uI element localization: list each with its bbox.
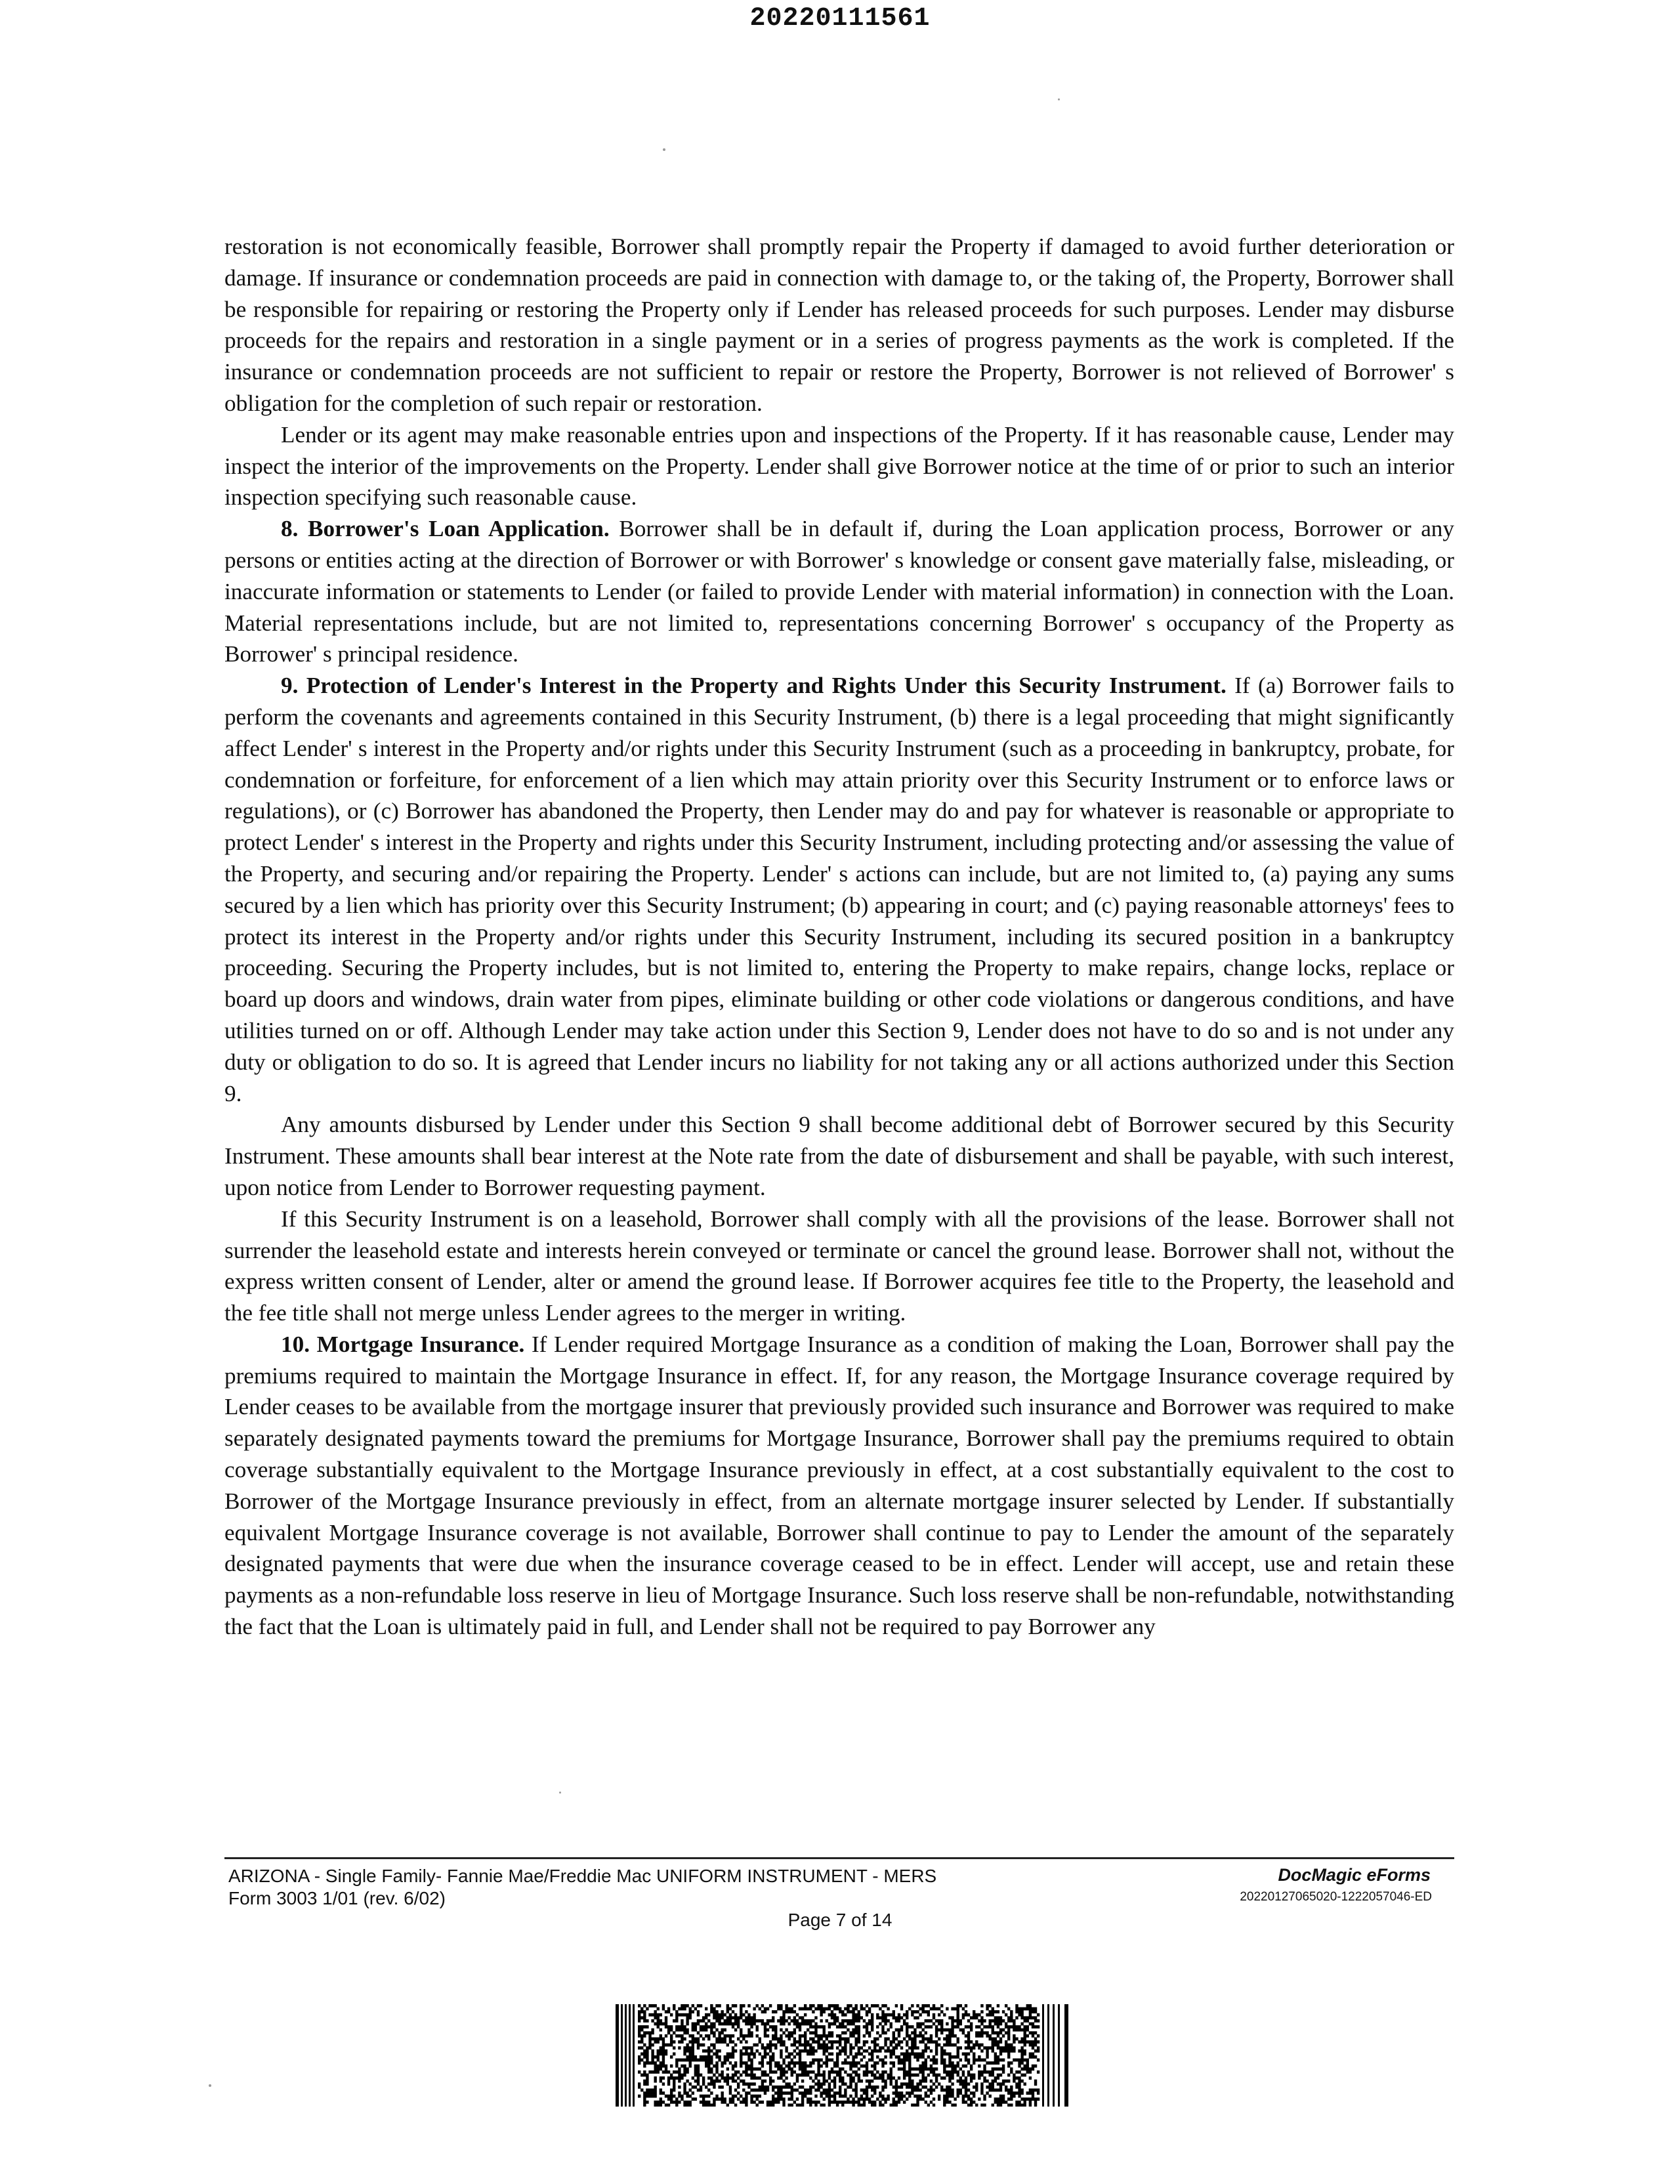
section-10-heading: 10. Mortgage Insurance. bbox=[281, 1331, 525, 1357]
section-9-heading: 9. Protection of Lender's Interest in the Property and Rights Under this Security Instrument. bbox=[281, 673, 1227, 699]
form-number: Form 3003 1/01 (rev. 6/02) bbox=[228, 1888, 446, 1908]
section-9 bbox=[224, 670, 1454, 1109]
paragraph-leasehold: If this Security Instrument is on a leasehold, Borrower shall comply with all the provisions of the lease. Borrower shall not surrender the leasehold estate and interests herein conveyed or terminate or cancel the ground lease. Borrower shall not, without the express written consent of Lender, alter or amend the ground lease. If Borrower acquires fee title to the Property, the leasehold and the fee title shall not merge unless Lender agrees to the merger in writing. bbox=[224, 1206, 1454, 1326]
paragraph-amounts-disbursed: Any amounts disbursed by Lender under this Section 9 shall become additional debt of Borrower secured by this Security Instrument. These amounts shall bear interest at the Note rate from the date of disbursement and shall be payable, with such interest, upon notice from Lender to Borrower requesting payment. bbox=[224, 1112, 1454, 1200]
section-8-text: Borrower shall be in default if, during the Loan application process, Borrower or any persons or entities acting at the direction of Borrower or with Borrower' s knowledge or consent gave materially false, misleading, or inaccurate information or statements to Lender (or failed to provide Lender with material information) in connection with the Loan. Material representations include, but are not limited to, representations concerning Borrower' s occupancy of the Property as Borrower' s principal residence. bbox=[224, 516, 1454, 667]
section-10-text: If Lender required Mortgage Insurance as a condition of making the Loan, Borrower shall pay the premiums required to maintain the Mortgage Insurance in effect. If, for any reason, the Mortgage Insurance coverage required by Lender ceases to be available from the mortgage insurer that previously provided such insurance and Borrower was required to make separately designated payments toward the premiums for Mortgage Insurance, Borrower shall pay the premiums required to obtain coverage substantially equivalent to the Mortgage Insurance previously in effect, at a cost substantially equivalent to the cost to Borrower of the Mortgage Insurance previously in effect, from an alternate mortgage insurer selected by Lender. If substantially equivalent Mortgage Insurance coverage is not available, Borrower shall continue to pay to Lender the amount of the separately designated payments that were due when the insurance coverage ceased to be in effect. Lender will accept, use and retain these payments as a non-refundable loss reserve in lieu of Mortgage Insurance. Such loss reserve shall be non-refundable, notwithstanding the fact that the Loan is ultimately paid in full, and Lender shall not be required to pay Borrower any bbox=[224, 1331, 1454, 1640]
footer-form-info bbox=[228, 1865, 936, 1910]
document-body bbox=[224, 231, 1454, 1643]
paragraph-restoration: restoration is not economically feasible, Borrower shall promptly repair the Property if damaged to avoid further deterioration or damage. If insurance or condemnation proceeds are paid in connection with damage to, or the taking of, the Property, Borrower shall be responsible for repairing or restoring the Property only if Lender has released proceeds for such purposes. Lender may disburse proceeds for the repairs and restoration in a single payment or in a series of progress payments as the work is completed. If the insurance or condemnation proceeds are not sufficient to repair or restore the Property, Borrower is not relieved of Borrower' s obligation for the completion of such repair or restoration. bbox=[224, 234, 1454, 416]
footer-divider bbox=[224, 1857, 1454, 1859]
scan-speck bbox=[1058, 98, 1060, 100]
barcode-icon bbox=[616, 2004, 1068, 2107]
section-8 bbox=[224, 513, 1454, 670]
section-8-heading: 8. Borrower's Loan Application. bbox=[281, 516, 610, 542]
recording-number: 20220111561 bbox=[749, 4, 931, 33]
docmagic-logo: DocMagic eForms bbox=[1278, 1865, 1431, 1885]
scan-speck bbox=[209, 2084, 211, 2087]
scan-speck bbox=[559, 1792, 561, 1794]
paragraph-inspections: Lender or its agent may make reasonable entries upon and inspections of the Property. If it has reasonable cause, Lender may inspect the interior of the improvements on the Property. Lender shall give Borrower notice at the time of or prior to such an interior inspection specifying such reasonable cause. bbox=[224, 421, 1454, 511]
scan-speck bbox=[663, 148, 665, 151]
document-code: 20220127065020-1222057046-ED bbox=[1240, 1890, 1432, 1904]
form-title: ARIZONA - Single Family- Fannie Mae/Freddie Mac UNIFORM INSTRUMENT - MERS bbox=[228, 1866, 937, 1886]
section-10 bbox=[224, 1329, 1454, 1643]
page-number: Page 7 of 14 bbox=[788, 1910, 892, 1930]
section-9-text: If (a) Borrower fails to perform the covenants and agreements contained in this Security Instrument, (b) there is a legal proceeding that might significantly affect Lender' s interest in the Property and/or rights under this Security Instrument (such as a proceeding in bankruptcy, probate, for condemnation or forfeiture, for enforcement of a lien which may attain priority over this Security Instrument or to enforce laws or regulations), or (c) Borrower has abandoned the Property, then Lender may do and pay for whatever is reasonable or appropriate to protect Lender' s interest in the Property and rights under this Security Instrument, including protecting and/or assessing the value of the Property, and securing and/or repairing the Property. Lender' s actions can include, but are not limited to, (a) paying any sums secured by a lien which has priority over this Security Instrument; (b) appearing in court; and (c) paying reasonable attorneys' fees to protect its interest in the Property and/or rights under this Security Instrument, including its secured position in a bankruptcy proceeding. Securing the Property includes, but is not limited to, entering the Property to make repairs, change locks, replace or board up doors and windows, drain water from pipes, eliminate building or other code violations or dangerous conditions, and have utilities turned on or off. Although Lender may take action under this Section 9, Lender does not have to do so and is not under any duty or obligation to do so. It is agreed that Lender incurs no liability for not taking any or all actions authorized under this Section 9. bbox=[224, 673, 1454, 1106]
